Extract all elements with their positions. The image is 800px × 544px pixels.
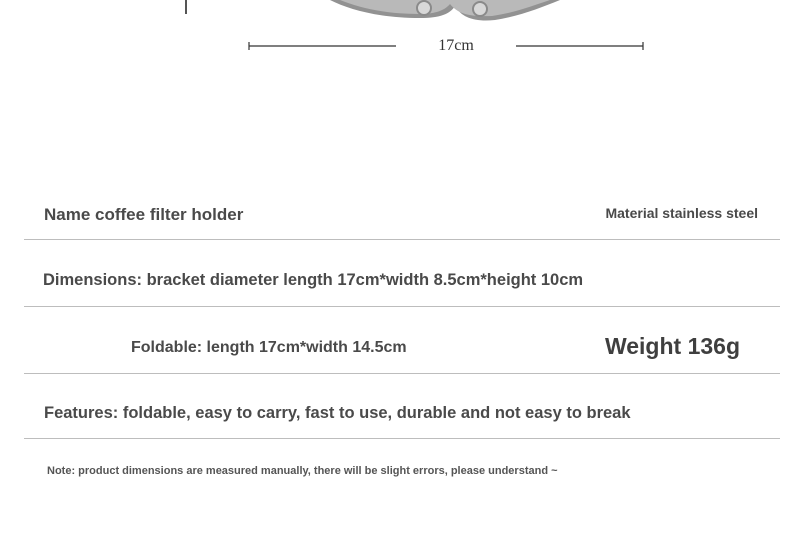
product-name: Name coffee filter holder bbox=[44, 205, 244, 224]
product-image-fragment bbox=[0, 0, 800, 60]
material-spec: Material stainless steel bbox=[605, 205, 758, 221]
dimensions-spec: Dimensions: bracket diameter length 17cm*width 8.5cm*height 10cm bbox=[43, 271, 584, 289]
spec-row-foldable-weight bbox=[24, 322, 780, 374]
features-spec: Features: foldable, easy to carry, fast to use, durable and not easy to break bbox=[44, 404, 631, 422]
spec-row-features bbox=[24, 390, 780, 439]
measurement-note: Note: product dimensions are measured manually, there will be slight errors, please understand ~ bbox=[47, 465, 558, 477]
spec-row-dimensions bbox=[24, 255, 780, 307]
dimension-label: 17cm bbox=[396, 36, 516, 56]
foldable-spec: Foldable: length 17cm*width 14.5cm bbox=[131, 339, 407, 356]
spec-row-name-material bbox=[24, 190, 780, 240]
weight-spec: Weight 136g bbox=[604, 333, 740, 359]
